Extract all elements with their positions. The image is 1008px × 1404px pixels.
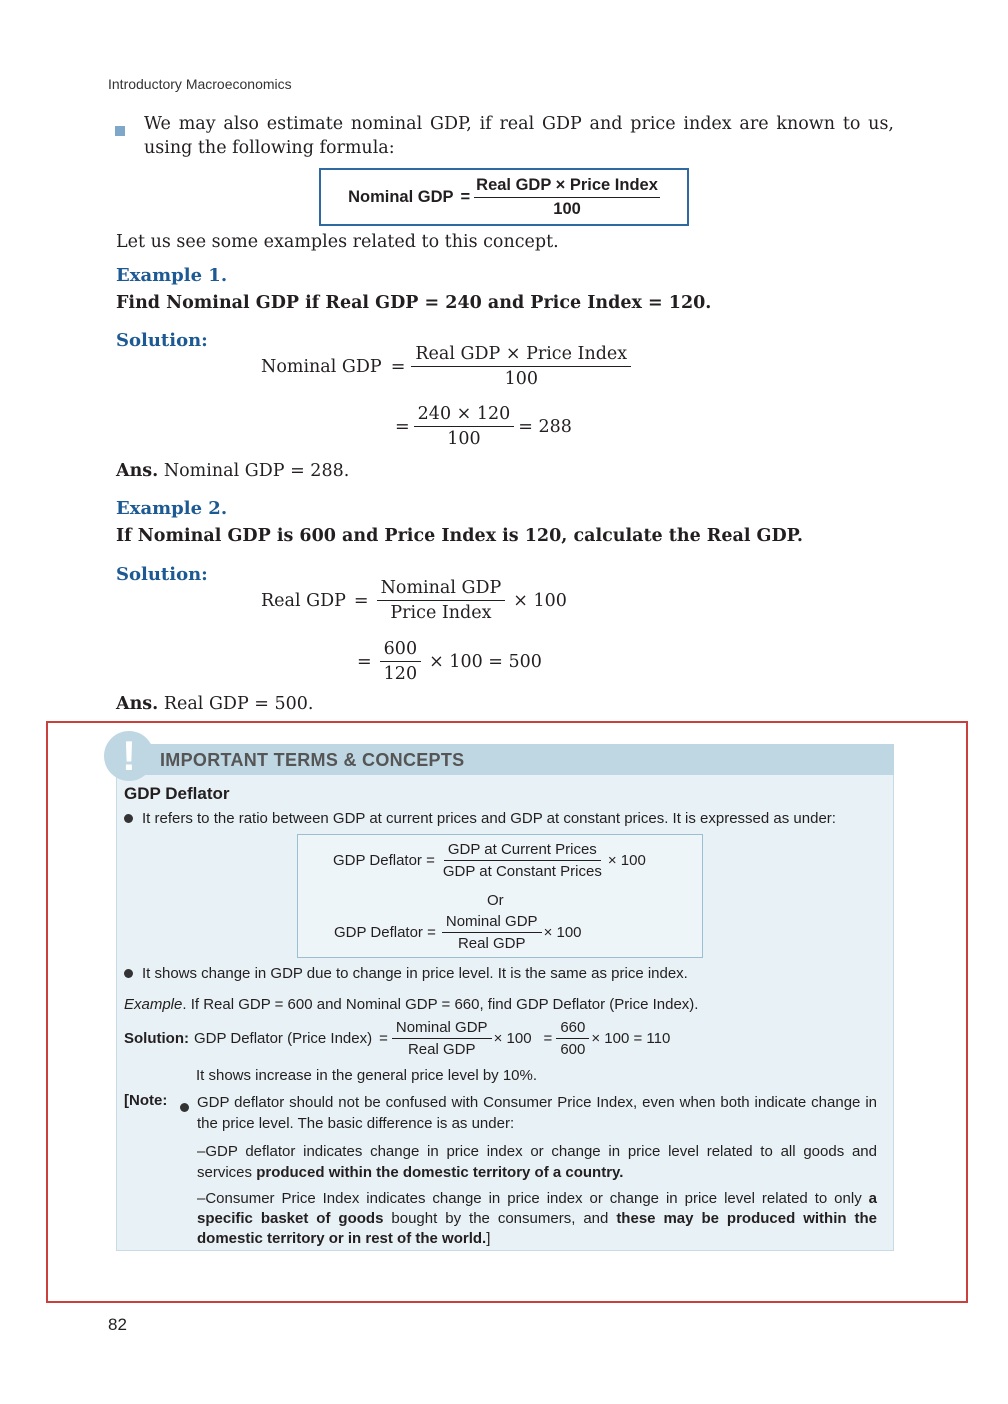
deflator-formula-2 [334,913,582,953]
deflator-denominator: GDP at Constant Prices [442,863,602,881]
dash-1-text: –GDP deflator indicates change in price index or change in price level related to all goods and services [197,1143,877,1181]
eq-fraction [380,639,421,684]
ans-text: Real GDP = 500. [163,694,314,714]
example1-equation-line2 [395,404,572,449]
eq-denominator: 100 [447,429,481,450]
ans-label: Ans. [116,694,159,714]
example1-question: Find Nominal GDP if Real GDP = 240 and Price Index = 120. [116,293,712,313]
deflator-fraction [442,913,542,953]
panel-example [124,996,698,1013]
example1-heading: Example 1. [116,265,228,286]
deflator-formula-1 [333,841,646,881]
example1-answer [116,461,349,481]
formula-fraction [474,176,660,219]
eq-numerator: 240 × 120 [414,404,515,427]
example2-question: If Nominal GDP is 600 and Price Index is 120, calculate the Real GDP. [116,526,804,546]
deflator-numerator: Nominal GDP [442,913,542,933]
dash-2-close: ] [486,1230,491,1247]
deflator-lhs: GDP Deflator = [334,924,436,942]
eq-denominator: 120 [383,664,418,685]
dash-1-bold: produced within the domestic territory of a country. [256,1164,624,1181]
panel-solution [124,1019,670,1059]
bullet-1-text: It refers to the ratio between GDP at current prices and GDP at constant prices. It is expressed as under: [142,810,836,827]
solution-denominator: 600 [560,1041,586,1059]
eq-numerator: Real GDP × Price Index [411,344,631,367]
note-dash-1 [197,1141,877,1183]
example2-solution-label: Solution: [116,564,208,585]
banner-title: IMPORTANT TERMS & CONCEPTS [160,750,465,770]
eq-equals: = [395,416,410,437]
formula-numerator: Real GDP × Price Index [474,176,660,198]
solution-fraction-1 [392,1019,492,1059]
eq-numerator: Nominal GDP [377,578,506,601]
bullet-1 [124,810,836,827]
deflator-tail: × 100 [607,852,646,870]
eq-equals: = [357,651,372,672]
solution-tail: × 100 = 110 [591,1030,671,1048]
note-dash-2 [197,1189,877,1249]
intro-text: We may also estimate nominal GDP, if real GDP and price index are known to us, using the following formula: [144,114,894,158]
exclamation-icon: ! [104,731,154,781]
eq-tail: × 100 = 500 [429,651,542,672]
example1-equation-line1 [261,344,631,389]
example2-heading: Example 2. [116,498,228,519]
solution-numerator: Nominal GDP [392,1019,492,1039]
square-bullet-icon [115,121,125,140]
deflator-denominator: Real GDP [457,935,526,953]
example-label: Example [124,996,183,1013]
ans-label: Ans. [116,461,159,481]
solution-denominator: Real GDP [407,1041,476,1059]
formula-equals: = [460,187,471,206]
eq-equals: = [353,590,369,611]
lead-text: Let us see some examples related to this concept. [116,232,559,252]
dash-2-text: –Consumer Price Index indicates change in price index or change in price level related to only [197,1190,869,1207]
eq-fraction [377,578,506,623]
eq-fraction [414,404,515,449]
term-title: GDP Deflator [124,784,230,803]
dash-2-text-2: bought by the consumers, and [383,1210,617,1227]
or-text: Or [487,892,504,909]
solution-lhs: GDP Deflator (Price Index) [193,1030,373,1048]
solution-label: Solution: [124,1030,189,1048]
deflator-numerator: GDP at Current Prices [444,841,601,861]
eq-numerator: 600 [380,639,421,662]
deflator-fraction [439,841,606,881]
example-text: . If Real GDP = 600 and Nominal GDP = 660, find GDP Deflator (Price Index). [182,996,699,1013]
deflator-tail: × 100 [543,924,582,942]
bullet-dot-icon [180,1097,189,1116]
solution-equals: = [379,1030,388,1048]
formula-denominator: 100 [553,199,581,218]
solution-fraction-2 [556,1019,589,1059]
example1-solution-label: Solution: [116,330,208,351]
solution-note: It shows increase in the general price level by 10%. [196,1067,538,1084]
note-text: GDP deflator should not be confused with Consumer Price Index, even when both indicate change in the price level. The basic difference is as under: [197,1094,877,1132]
dash-2-bold-1: a specific basket of goods [197,1190,877,1227]
eq-fraction [411,344,631,389]
running-title: Introductory Macroeconomics [108,76,292,92]
deflator-lhs: GDP Deflator = [333,852,435,870]
eq-lhs: Real GDP [261,590,346,611]
solution-numerator: 660 [556,1019,589,1039]
formula-lhs: Nominal GDP [348,187,454,206]
solution-equals-2: = [543,1030,553,1048]
dash-2-bold-2: these may be produced within the domestic territory or in rest of the world. [197,1210,877,1247]
eq-lhs: Nominal GDP [261,356,382,377]
eq-result: = 288 [518,416,572,437]
eq-denominator: Price Index [390,603,492,624]
page-number: 82 [108,1315,127,1334]
bullet-2-text: It shows change in GDP due to change in price level. It is the same as price index. [142,965,688,982]
solution-mid: × 100 [493,1030,532,1048]
eq-denominator: 100 [504,369,538,390]
example2-answer [116,694,314,714]
example2-equation-line1 [261,578,567,623]
bullet-dot-icon [124,814,133,823]
eq-equals: = [390,356,406,377]
example2-equation-line2 [357,639,542,684]
nominal-gdp-formula-box [319,168,689,226]
bullet-2 [124,965,688,982]
note-label: [Note: [124,1092,168,1109]
ans-text: Nominal GDP = 288. [163,461,350,481]
eq-tail: × 100 [513,590,567,611]
bullet-dot-icon [124,969,133,978]
